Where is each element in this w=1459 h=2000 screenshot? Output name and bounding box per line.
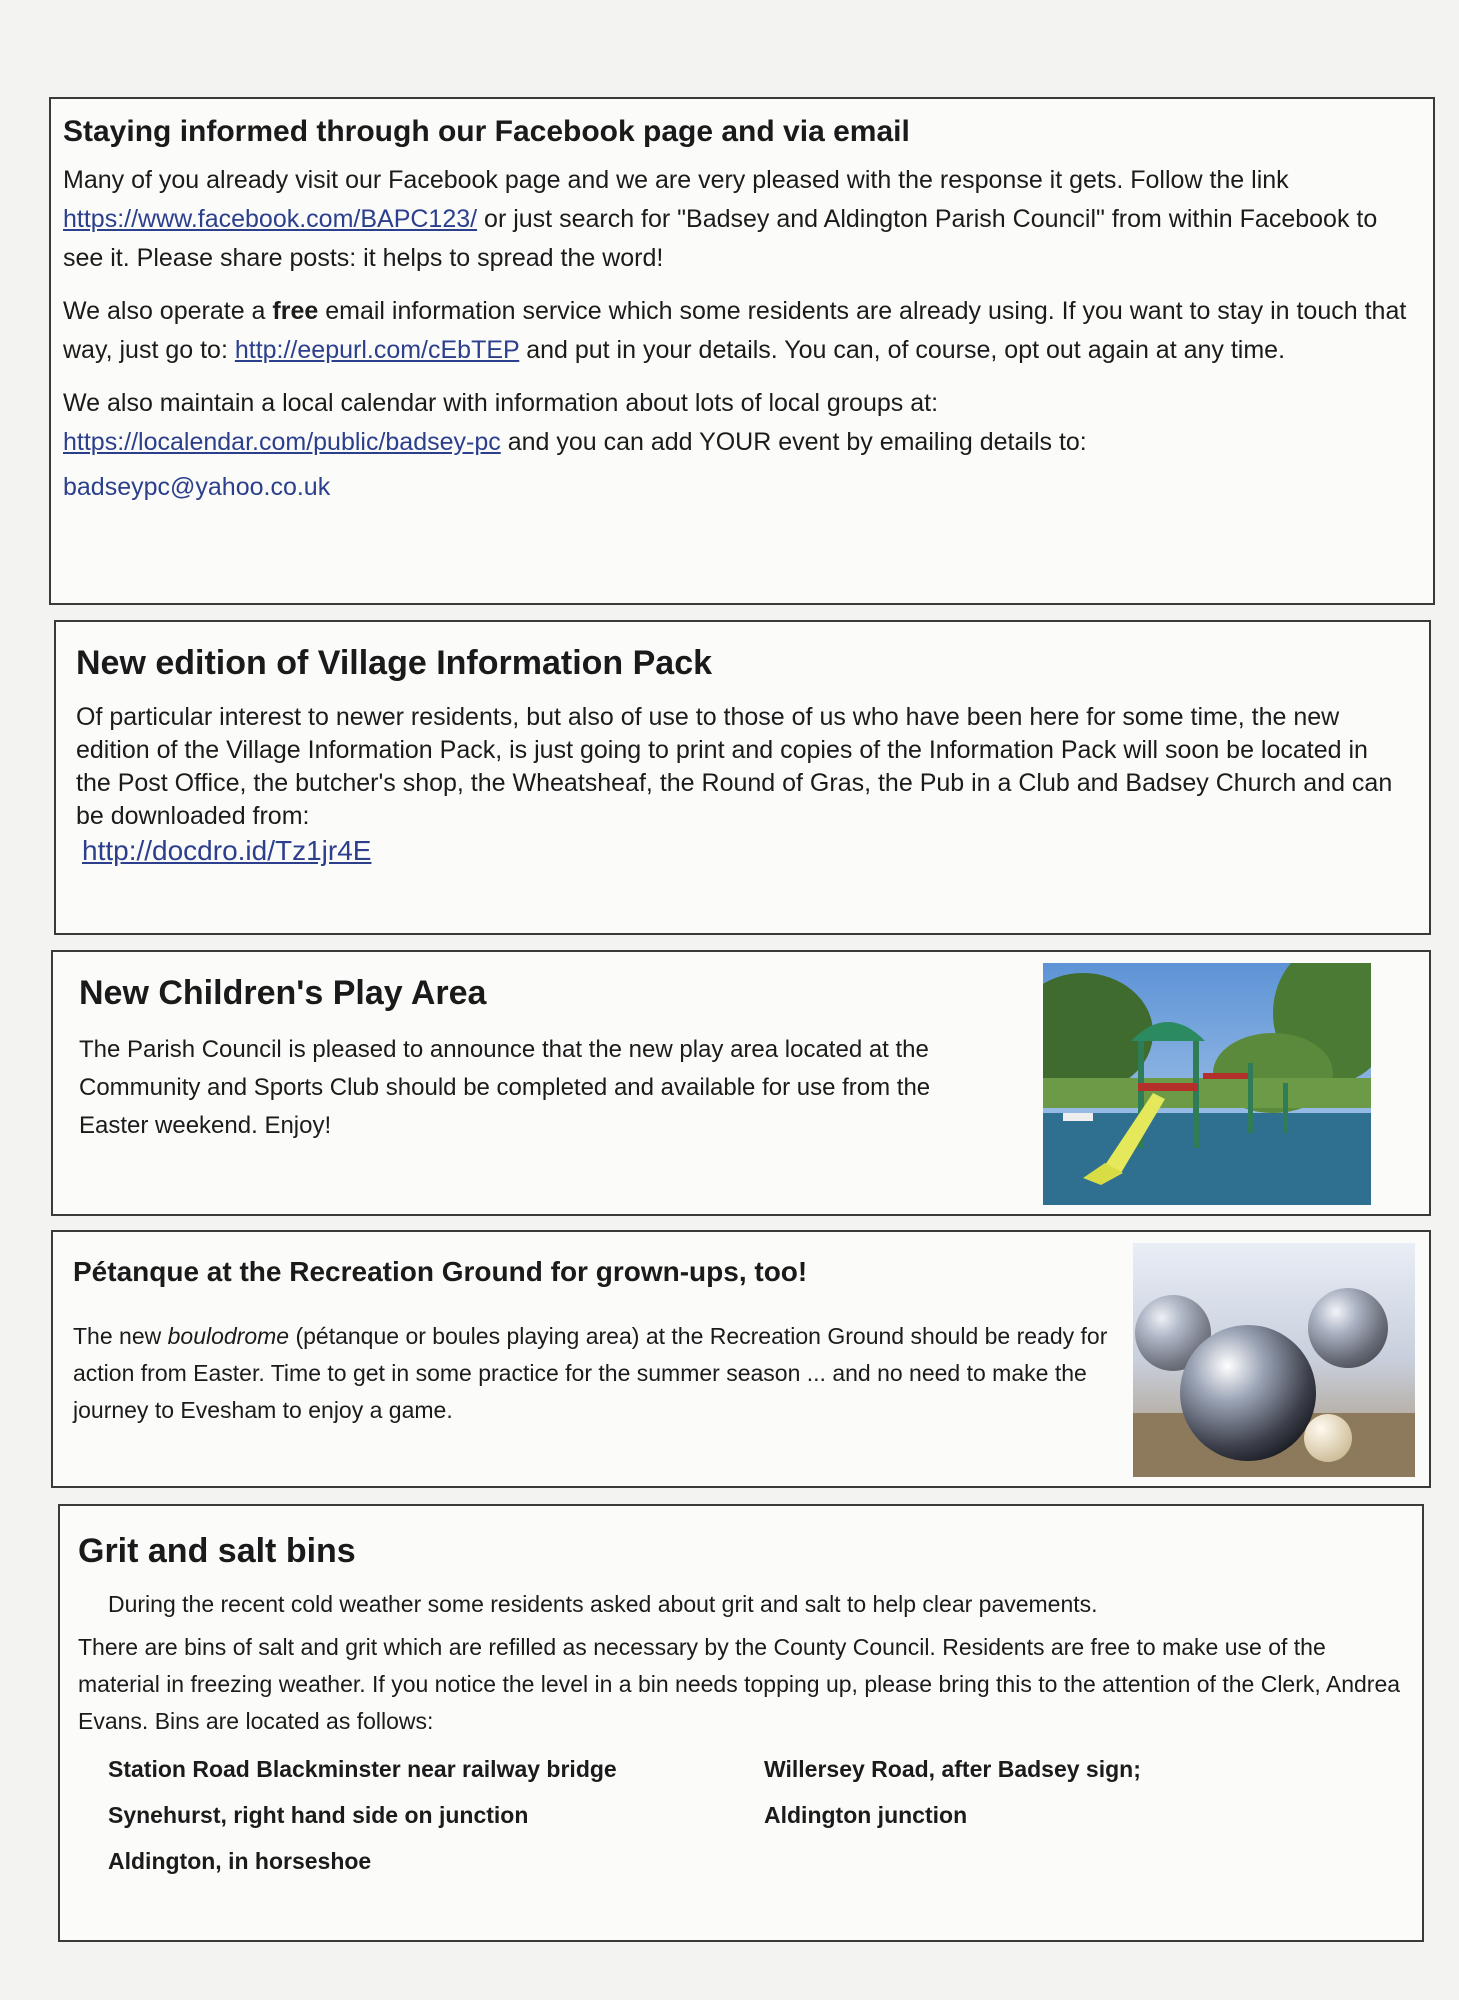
text: The new xyxy=(73,1323,168,1349)
petanque-balls-photo xyxy=(1133,1243,1415,1477)
bin-location: Willersey Road, after Badsey sign; xyxy=(764,1756,1141,1782)
contact-email[interactable]: badseypc@yahoo.co.uk xyxy=(63,473,331,501)
text: We also maintain a local calendar with information about lots of local groups at: xyxy=(63,389,939,417)
calendar-paragraph xyxy=(63,384,1421,462)
email-service-paragraph xyxy=(63,292,1421,370)
text: and you can add YOUR event by emailing details to: xyxy=(500,428,1087,456)
text: We also operate a xyxy=(63,297,273,325)
text: or just search for "Badsey and Aldington Parish Council" from within Facebook to see it. Please share posts: it helps to spread the word! xyxy=(63,205,1378,272)
play-area-paragraph: The Parish Council is pleased to announce that the new play area located at the Community and Sports Club should be completed and available for use from the Easter weekend. Enjoy! xyxy=(79,1036,931,1139)
italic-text: boulodrome xyxy=(167,1323,290,1349)
petanque-section xyxy=(51,1230,1431,1488)
grit-intro: During the recent cold weather some residents asked about grit and salt to help clear pavements. xyxy=(108,1591,1098,1617)
section-title: Staying informed through our Facebook page and via email xyxy=(63,115,910,148)
bin-locations-list xyxy=(108,1750,1404,1880)
information-pack-section xyxy=(54,620,1431,935)
play-area-section xyxy=(51,950,1431,1216)
docdro-link[interactable]: http://docdro.id/Tz1jr4E xyxy=(82,835,372,866)
text: Many of you already visit our Facebook page and we are very pleased with the response it gets. Follow the link xyxy=(63,166,1289,194)
petanque-paragraph xyxy=(73,1318,1113,1429)
grit-paragraph: There are bins of salt and grit which are refilled as necessary by the County Council. Residents are free to make use of the material in freezing weather. If you notice the level in a bin needs topping up, please bring this to the attention of the Clerk, Andrea Evans. Bins are located as follows: xyxy=(78,1634,1401,1734)
bin-location: Station Road Blackminster near railway bridge xyxy=(108,1756,617,1782)
pack-paragraph: Of particular interest to newer residents, but also of use to those of us who have been here for some time, the new edition of the Village Information Pack, is just going to print and copies of the Information Pack will soon be located in the Post Office, the butcher's shop, the Wheatsheaf, the Round of Gras, the Pub in a Club and Badsey Church and can be downloaded from: xyxy=(76,703,1393,830)
text: email information service which some residents are already using. If you want to stay in touch that way, just go to: xyxy=(63,297,1407,364)
calendar-link[interactable]: https://localendar.com/public/badsey-pc xyxy=(63,428,501,456)
text: and put in your details. You can, of course, opt out again at any time. xyxy=(519,336,1286,364)
bin-location xyxy=(764,1842,1404,1880)
bold-text: free xyxy=(272,297,319,325)
bin-location: Aldington, in horseshoe xyxy=(108,1848,372,1874)
facebook-email-section xyxy=(49,97,1435,605)
facebook-paragraph xyxy=(63,161,1421,278)
section-title: Pétanque at the Recreation Ground for grown-ups, too! xyxy=(73,1256,808,1287)
bin-location: Synehurst, right hand side on junction xyxy=(108,1802,529,1828)
section-title: New Children's Play Area xyxy=(79,974,487,1012)
text: (pétanque or boules playing area) at the Recreation Ground should be ready for action from Easter. Time to get in some practice for the summer season ... and no need to make the journey to Evesham to enjoy a game. xyxy=(73,1323,1108,1423)
bin-location: Aldington junction xyxy=(764,1802,968,1828)
grit-bins-section xyxy=(58,1504,1424,1942)
section-title: Grit and salt bins xyxy=(78,1532,356,1570)
section-title: New edition of Village Information Pack xyxy=(76,644,713,682)
facebook-link[interactable]: https://www.facebook.com/BAPC123/ xyxy=(63,205,478,233)
eepurl-link[interactable]: http://eepurl.com/cEbTEP xyxy=(234,336,520,364)
playground-photo xyxy=(1043,963,1371,1205)
